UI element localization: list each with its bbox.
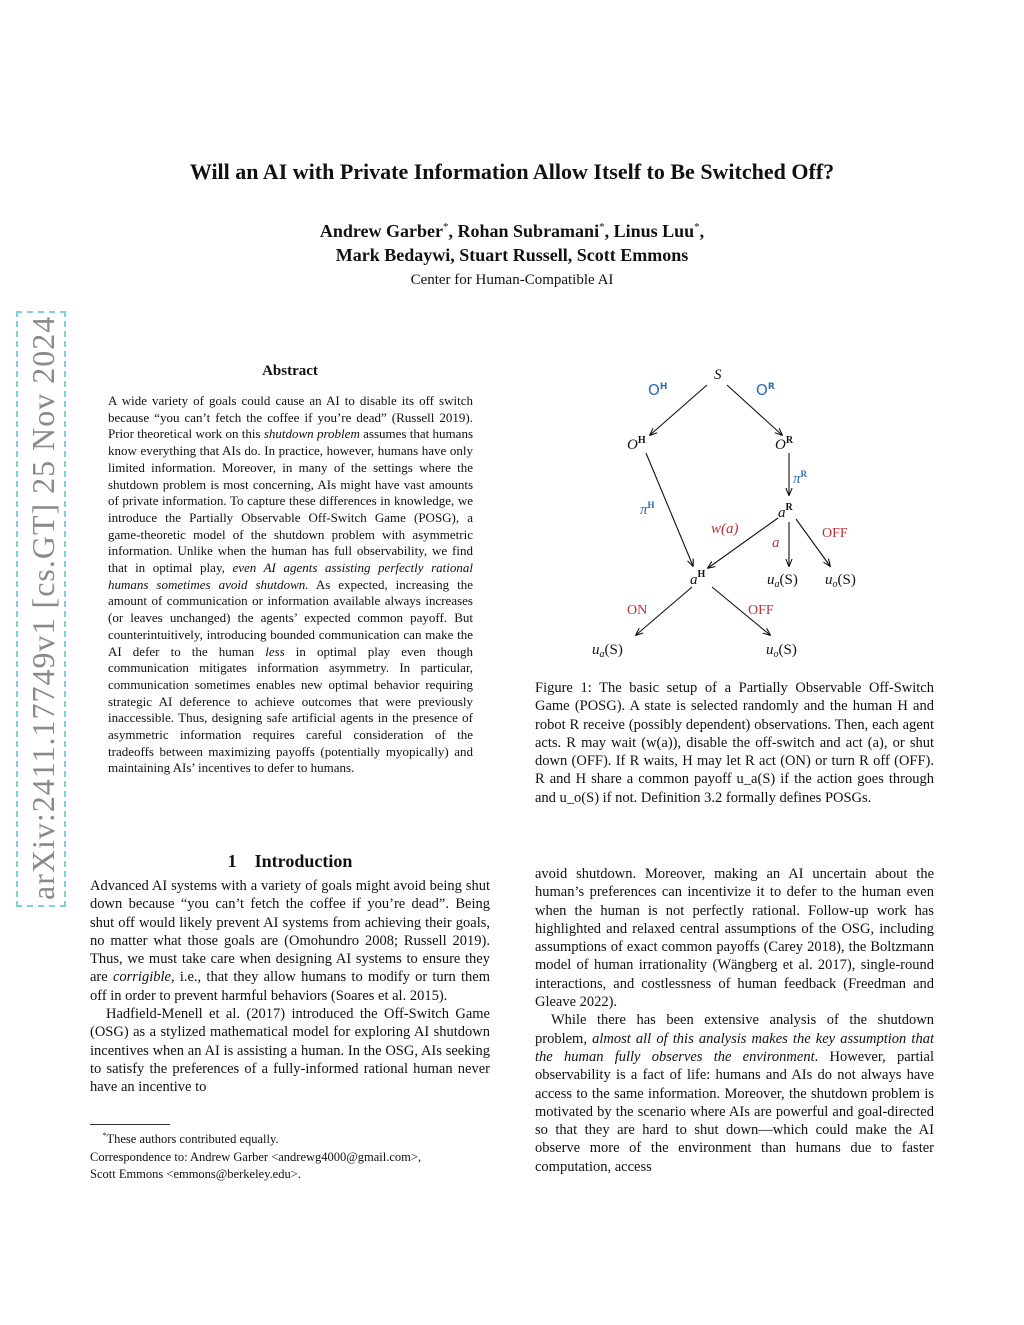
emphasis-text: corrigible (112, 969, 171, 986)
label-human-policy: $\pi^H$ (640, 500, 655, 518)
footnotes (90, 1127, 490, 1184)
author-line-2: Mark Bedaywi, Stuart Russell, Scott Emmons (335, 245, 689, 265)
author-separator: , (448, 221, 458, 241)
edge-s-to-or (727, 385, 782, 435)
author-name: Linus Luu (613, 221, 695, 241)
node-human-action: $a^H$ (690, 569, 706, 588)
paragraph (90, 877, 490, 1005)
footnote-mark: * (102, 1131, 107, 1140)
author-line-1 (0, 215, 1024, 243)
footnote-text: These authors contributed equally. (106, 1132, 279, 1147)
equal-contrib-mark: * (694, 221, 700, 233)
node-state: S (714, 367, 722, 383)
author-name: Rohan Subramani (457, 221, 600, 241)
abstract-emphasis: shutdown problem (263, 426, 360, 442)
label-robot-policy: $\pi^R$ (793, 469, 808, 487)
abstract-text: in optimal play even though communication mitigates information asymmetry. In particular, communication sometimes enables new optimal behavior requiring strategic AI deference to achieve outcomes that were previously inaccessible. Thus, designing safe artificial agents in the presence of asymmetric information requires careful consideration of the tradeoffs between maximizing payoffs (potentially myopically) and maintaining AIs’ incentives to defer to humans. (108, 643, 473, 776)
abstract-body (108, 393, 473, 777)
abstract-emphasis: less (265, 643, 285, 659)
right-column-text (535, 865, 934, 1176)
node-payoff-on-human: $u_a(S)$ (592, 642, 623, 660)
author-name: Andrew Garber (319, 221, 444, 241)
equal-contrib-mark: * (443, 221, 449, 233)
paragraph-text: , i.e., that they allow humans to modify or turn them off in order to prevent harmful behaviors (Soares et al. 2015). (90, 969, 490, 1004)
label-act-action: a (772, 535, 780, 551)
footnote-equal-contribution (90, 1127, 490, 1149)
node-robot-action: $a^R$ (778, 502, 793, 521)
node-payoff-off-human: $u_o(S)$ (766, 642, 797, 660)
arxiv-identifier: arXiv:2411.17749v1 [cs.GT] 25 Nov 2024 (25, 315, 61, 900)
section-title: Introduction (254, 851, 353, 871)
paragraph: Hadfield-Menell et al. (2017) introduced the Off-Switch Game (OSG) as a stylized mathematical model for exploring AI shutdown incentives when an AI is assisting a human. In the OSG, AIs seeking to satisfy the preferences of a fully-informed rational human never have an incentive to (90, 1006, 490, 1096)
paragraph-text: . However, partial observability is a fact of life: humans and AIs do not always have access to the same information. Moreover, the shutdown problem is motivated by the scenario where AIs are powerful and goal-directed so that they are hard to shut down—which could make the AI observe more of the environment than humans due to faster computation, access (535, 1048, 934, 1175)
posg-game-tree-diagram (580, 355, 900, 670)
author-separator: , (699, 221, 705, 241)
paragraph (535, 1011, 934, 1176)
author-list (0, 215, 1024, 267)
section-number: 1 (227, 851, 237, 871)
node-robot-observation: $O^R$ (775, 435, 794, 453)
figure-caption: Figure 1: The basic setup of a Partially Observable Off-Switch Game (POSG). A state is selected randomly and the human H and robot R receive (possibly dependent) observations. Then, each agent acts. R may wait (w(a)), disable the off-switch and act (a), or shut down (OFF). If R waits, H may let R act (ON) or turn R off (OFF). R and H share a common payoff u_a(S) if the action goes through and u_o(S) if not. Definition 3.2 formally defines POSGs. (535, 680, 934, 806)
abstract-text: A wide variety of goals could cause an AI to disable its off switch because “you can’t fetch the coffee if you’re dead” (Russell 2019). Prior theoretical work on this (108, 393, 473, 442)
label-wait-action: w(a) (711, 521, 739, 537)
abstract-emphasis: even AI agents assisting perfectly rational humans sometimes avoid shutdown. (108, 560, 473, 592)
label-human-off-action: OFF (748, 603, 774, 618)
node-payoff-off-robot: $u_o(S)$ (825, 572, 856, 590)
emphasis-text: almost all of this analysis makes the key assumption that the human fully observes the environment (535, 1030, 934, 1065)
node-payoff-act-robot: $u_a(S)$ (767, 572, 798, 590)
paper-title: Will an AI with Private Information Allow Itself to Be Switched Off? (189, 159, 835, 184)
equal-contrib-mark: * (599, 221, 605, 233)
footnote-correspondence-2: Scott Emmons <emmons@berkeley.edu>. (90, 1167, 301, 1182)
paragraph-text: While there has been extensive analysis of the shutdown problem, (535, 1012, 934, 1047)
left-column-text (90, 877, 490, 1097)
label-robot-off-action: OFF (822, 526, 848, 541)
paragraph: avoid shutdown. Moreover, making an AI uncertain about the human’s preferences can incentivize it to defer to the human even when the human is not perfectly rational. Follow-up work has highlighted and relaxed central assumptions of the OSG, including assumptions of exact common payoffs (Carey 2018), the Boltzmann model of human irrationality (Wängberg et al. 2017), single-round interactions, and costlessness of human feedback (Freedman and Gleave 2022). (535, 866, 934, 1011)
label-robot-observation-dist: $O^R$ (756, 381, 775, 399)
affiliation: Center for Human-Compatible AI (410, 272, 614, 288)
paragraph-text: Advanced AI systems with a variety of goals might avoid being shut down because “you can’t fetch the coffee if you’re dead”. Being shut off would likely prevent AI systems from achieving their goals, no matter what those goals are (Omohundro 2008; Russell 2019). Thus, we must take care when designing AI systems to ensure they are (90, 878, 490, 986)
abstract-heading: Abstract (262, 363, 318, 379)
footnote-rule (90, 1124, 170, 1125)
label-human-observation-dist: $O^H$ (648, 381, 668, 399)
author-separator: , (604, 221, 614, 241)
node-human-observation: $O^H$ (627, 435, 646, 453)
footnote-correspondence: Correspondence to: Andrew Garber <andrewg4000@gmail.com>, (90, 1149, 422, 1164)
section-heading-introduction (90, 851, 490, 872)
abstract-text: assumes that humans know everything that AIs do. In practice, however, humans have only limited information. Moreover, in many of the settings where the shutdown problem is most concerning, AIs might have vast amounts of private information. To capture these differences in knowledge, we introduce the Partially Observable Off-Switch Game (POSG), a game-theoretic model of the shutdown problem with asymmetric information. Unlike when the human has full observability, we find that in optimal play, (108, 426, 473, 576)
abstract-text: As expected, increasing the amount of communication or information available always increases (or leaves unchanged) the agents’ expected common payoff. But counterintuitively, introducing bounded communication can make the AI defer to the human (108, 576, 473, 659)
label-human-on-action: ON (627, 603, 648, 618)
